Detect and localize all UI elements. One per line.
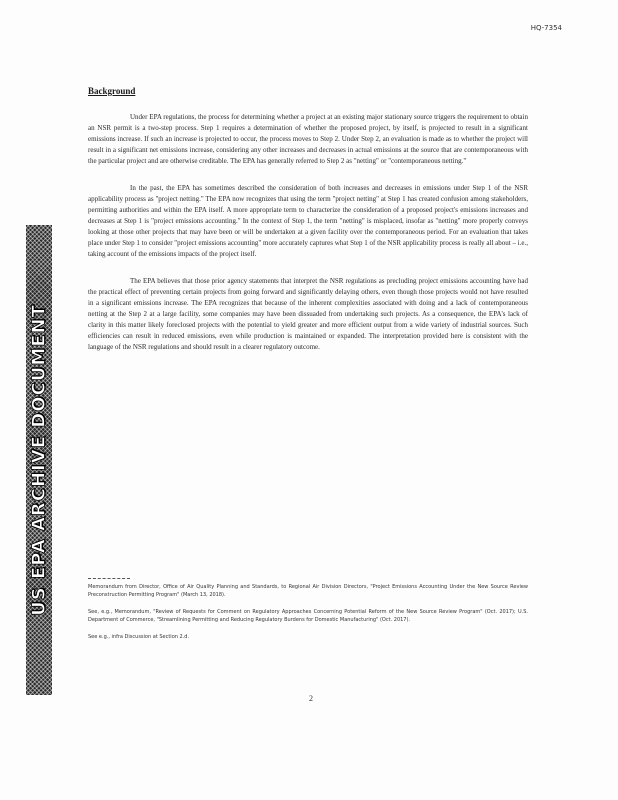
archive-stamp [26,225,52,695]
footnote-1: Memorandum from Director, Office of Air Quality Planning and Standards, to Regional Air Division Directors, "Project Emissions Accounting Under the New Source Review Preconstruction Permitting Program" (March 13, 2018). [88,584,528,598]
footnote-2: See, e.g., Memorandum, "Review of Requests for Comment on Regulatory Approaches Concerning Potential Reform of the New Source Review Program" (Oct. 2017); U.S. Department of Commerce, "Streamlining Permitting and Reducing Regulatory Burdens for Domestic Manufacturing" (Oct. 2017). [88,609,528,623]
footnote-separator [88,578,130,579]
footnote-3: See e.g., infra Discussion at Section 2.d. [88,634,190,640]
paragraph-3: The EPA believes that those prior agency statements that interpret the NSR regulations as precluding project emissions accounting have had the practical effect of preventing certain projects from going forward and significantly delaying others, even though those projects would not have resulted in a significant emissions increase. The EPA recognizes that because of the inherent complexities associated with doing and a lack of contemporaneous netting at the Step 2 at a large facility, some companies may have been dissuaded from undertaking such projects. As a consequence, the EPA's lack of clarity in this matter likely foreclosed projects with the potential to yield greater and more efficient output from a wide variety of industrial sources. Such efficiencies can result in reduced emissions, even while production is maintained or expanded. The interpretation provided here is consistent with the language of the NSR regulations and should result in a clearer regulatory outcome. [88,277,528,351]
page-number: 2 [309,694,313,703]
archive-stamp-text: US EPA ARCHIVE DOCUMENT [28,304,50,616]
document-body [88,86,528,369]
footnotes [88,578,528,650]
paragraph-2: In the past, the EPA has sometimes described the consideration of both increases and decreases in emissions under Step 1 of the NSR applicability process as "project netting." The EPA now recognizes that using the term "project netting" at Step 1 has created confusion among stakeholders, permitting authorities and within the EPA itself. A more appropriate term to characterize the consideration of a proposed project's emissions increases and decreases at Step 1 is "project emissions accounting." In the context of Step 1, the term "netting" is misplaced, insofar as "netting" more properly conveys looking at those other projects that may have been or will be undertaken at a given facility over the contemporaneous period. For an evaluation that takes place under Step 1 to consider "project emissions accounting" more accurately captures what Step 1 of the NSR applicability process is really all about – i.e., taking account of the emissions impacts of the project itself. [88,184,528,258]
paragraph-1: Under EPA regulations, the process for determining whether a project at an existing major stationary source triggers the requirement to obtain an NSR permit is a two-step process. Step 1 requires a determination of whether the proposed project, by itself, is projected to result in a significant emissions increase. If such an increase is projected to occur, the process moves to Step 2. Under Step 2, an evaluation is made as to whether the project will result in a significant net emissions increase, considering any other increases and decreases in actual emissions at the source that are contemporaneous with the particular project and are otherwise creditable. The EPA has generally referred to Step 2 as "netting" or "contemporaneous netting." [88,113,528,165]
section-heading: Background [88,86,136,96]
document-id: HQ-7354 [530,24,562,32]
